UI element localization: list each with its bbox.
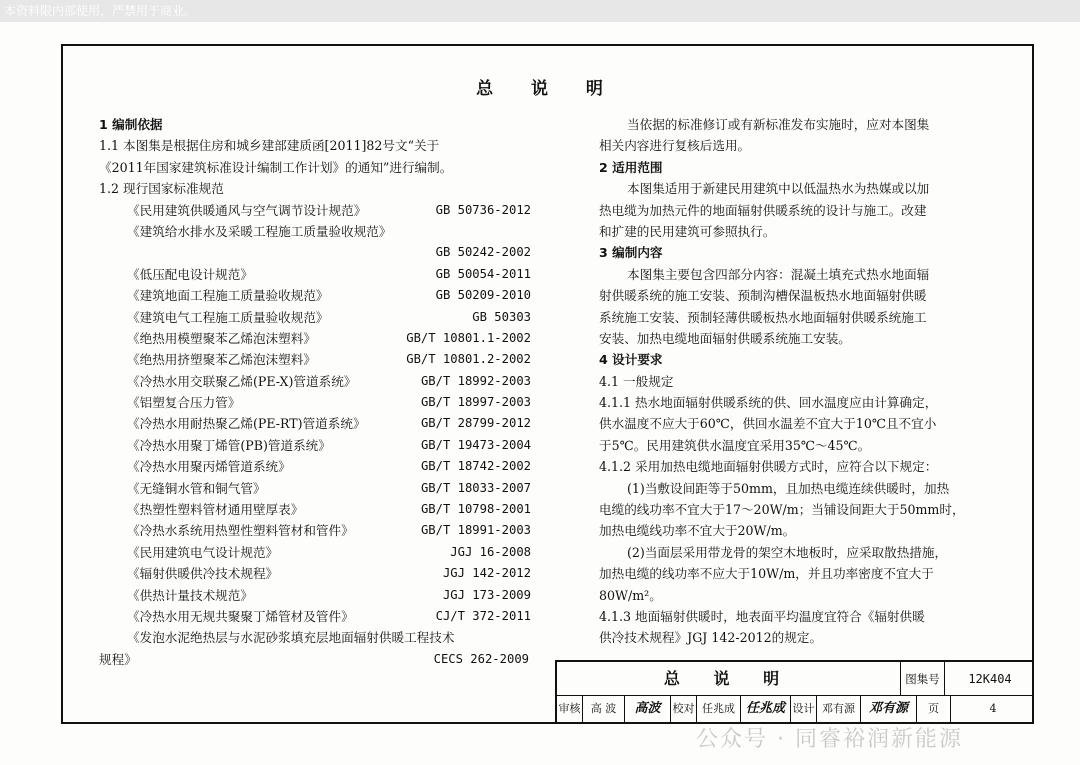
standard-row xyxy=(99,585,531,606)
standard-name: 《辐射供暖供冷技术规程》 xyxy=(127,566,279,582)
designer-signature: 邓有源 xyxy=(861,696,917,722)
standard-code: GB 50242-2002 xyxy=(435,245,531,260)
reviewer-name: 高 波 xyxy=(583,696,625,722)
paragraph-line: 1.1 本图集是根据住房和城乡建部建质函[2011]82号文“关于 xyxy=(99,138,440,154)
paragraph-line: 电缆的线功率不宜大于17～20W/m；当铺设间距大于50mm时， xyxy=(599,502,965,518)
right-column xyxy=(599,114,1013,649)
paragraph-line: 1.2 现行国家标准规范 xyxy=(99,181,224,197)
standard-name: 《冷热水用耐热聚乙烯(PE-RT)管道系统》 xyxy=(127,416,366,432)
standard-row xyxy=(99,542,531,563)
paragraph-line: 本图集适用于新建民用建筑中以低温热水为热媒或以加 xyxy=(627,181,930,197)
standard-code: CECS 262-2009 xyxy=(433,651,529,666)
paragraph-line: 4.1.1 热水地面辐射供暖系统的供、回水温度应由计算确定， xyxy=(599,395,938,411)
standard-name: 《冷热水系统用热塑性塑料管材和管件》 xyxy=(127,523,354,539)
set-number-label: 图集号 xyxy=(901,662,945,696)
paragraph-line: (1)当敷设间距等于50mm，且加热电缆连续供暖时，加热 xyxy=(627,480,950,496)
page-label: 页 xyxy=(917,696,951,722)
standard-code: CJ/T 372-2011 xyxy=(435,608,531,623)
standard-row xyxy=(99,200,531,221)
paragraph-line: 本图集主要包含四部分内容：混凝土填充式热水地面辐 xyxy=(627,266,930,282)
design-label: 设计 xyxy=(791,696,817,722)
standard-code: JGJ 142-2012 xyxy=(442,566,531,581)
standard-code: GB 50736-2012 xyxy=(435,202,531,217)
standard-name: 《绝热用模塑聚苯乙烯泡沫塑料》 xyxy=(127,330,316,346)
standard-name: 《建筑地面工程施工质量验收规范》 xyxy=(127,288,329,304)
standard-name: 《建筑电气工程施工质量验收规范》 xyxy=(127,309,329,325)
standard-name: 《冷热水用无规共聚聚丁烯管材及管件》 xyxy=(127,608,354,624)
standard-name: 《绝热用挤塑聚苯乙烯泡沫塑料》 xyxy=(127,352,316,368)
page-title: 总 说 明 xyxy=(476,79,619,99)
standard-name: 《冷热水用交联聚乙烯(PE-X)管道系统》 xyxy=(127,373,357,389)
standard-code: JGJ 16-2008 xyxy=(450,544,531,559)
set-number-value: 12K404 xyxy=(968,672,1012,686)
standard-name: 《发泡水泥绝热层与水泥砂浆填充层地面辐射供暖工程技术 xyxy=(127,630,455,646)
standard-name: 《铝塑复合压力管》 xyxy=(127,395,241,411)
standards-list xyxy=(99,200,531,628)
standard-code: GB 50303 xyxy=(472,309,531,324)
standard-name: 《民用建筑电气设计规范》 xyxy=(127,544,279,560)
standard-name: 《冷热水用聚丁烯管(PB)管道系统》 xyxy=(127,437,331,453)
checker-signature: 任兆成 xyxy=(741,696,791,722)
standard-code: GB/T 18997-2003 xyxy=(420,395,531,410)
standard-code: GB/T 10801.1-2002 xyxy=(406,330,531,345)
standard-name: 《无缝铜水管和铜气管》 xyxy=(127,480,266,496)
standard-name: 《热塑性塑料管材通用壁厚表》 xyxy=(127,502,304,518)
paragraph-line: 系统施工安装、预制轻薄供暖板热水地面辐射供暖系统施工 xyxy=(599,309,927,325)
standard-code: GB 50209-2010 xyxy=(435,288,531,303)
check-label: 校对 xyxy=(671,696,697,722)
standard-row xyxy=(99,413,531,434)
paragraph-line: 当依据的标准修订或有新标准发布实施时，应对本图集 xyxy=(627,117,930,132)
standard-row xyxy=(99,392,531,413)
standard-name: 《冷热水用聚丙烯管道系统》 xyxy=(127,459,291,475)
paragraph-line: 热电缆为加热元件的地面辐射供暖系统的设计与施工。改建 xyxy=(599,202,927,218)
paragraph-line: 供水温度不应大于60℃，供回水温差不宜大于10℃且不宜小 xyxy=(599,416,937,432)
standard-name: 规程》 xyxy=(99,651,137,667)
standard-row xyxy=(99,456,531,477)
standard-code: GB/T 19473-2004 xyxy=(420,437,531,452)
standard-row xyxy=(99,349,531,370)
section-heading: 2 适用范围 xyxy=(599,159,663,175)
standard-name: 《低压配电设计规范》 xyxy=(127,266,253,282)
page-number: 4 xyxy=(989,702,997,715)
designer-name: 邓有源 xyxy=(817,696,861,722)
standard-name: 《供热计量技术规范》 xyxy=(127,587,253,603)
standard-row xyxy=(99,371,531,392)
review-label: 审核 xyxy=(557,696,583,722)
standard-code: GB/T 18992-2003 xyxy=(420,373,531,388)
standard-code: GB/T 10798-2001 xyxy=(420,502,531,517)
standard-code: JGJ 173-2009 xyxy=(442,587,531,602)
standard-row xyxy=(99,478,531,499)
standard-row xyxy=(99,563,531,584)
paragraph-line: 于5℃。民用建筑供水温度宜采用35℃～45℃。 xyxy=(599,437,871,453)
standard-row xyxy=(99,307,531,328)
bottom-watermark: 公众号 · 同睿裕润新能源 xyxy=(696,727,963,752)
paragraph-line: 4.1.2 采用加热电缆地面辐射供暖方式时，应符合以下规定： xyxy=(599,459,938,475)
standard-code: GB/T 28799-2012 xyxy=(420,416,531,431)
standard-code: GB/T 18742-2002 xyxy=(420,459,531,474)
section-heading: 1 编制依据 xyxy=(99,117,163,132)
checker-name: 任兆成 xyxy=(697,696,741,722)
standard-row xyxy=(99,242,531,263)
section-heading: 4 设计要求 xyxy=(599,352,663,368)
left-column xyxy=(99,114,531,670)
standard-name: 《建筑给水排水及采暖工程施工质量验收规范》 xyxy=(127,223,392,239)
top-watermark: 本资料限内部使用，严禁用于商业。 xyxy=(0,0,1080,22)
paragraph-line: 安装、加热电缆地面辐射供暖系统施工安装。 xyxy=(599,330,851,346)
paragraph-line: 供冷技术规程》JGJ 142-2012的规定。 xyxy=(599,630,823,646)
standard-row xyxy=(99,264,531,285)
standard-row xyxy=(99,285,531,306)
section-heading: 3 编制内容 xyxy=(599,245,663,261)
standard-row xyxy=(99,499,531,520)
standard-row xyxy=(99,435,531,456)
paragraph-line: 加热电缆的线功率不应大于10W/m，并且功率密度不宜大于 xyxy=(599,566,934,582)
title-block-name: 总 说 明 xyxy=(557,662,901,696)
standard-row xyxy=(99,606,531,627)
standard-name: 《民用建筑供暖通风与空气调节设计规范》 xyxy=(127,202,367,218)
standard-row xyxy=(99,328,531,349)
paragraph-line: 《2011年国家建筑标准设计编制工作计划》的通知”进行编制。 xyxy=(99,159,453,175)
paragraph-line: 4.1 一般规定 xyxy=(599,373,674,389)
paragraph-line: 4.1.3 地面辐射供暖时，地表面平均温度宜符合《辐射供暖 xyxy=(599,608,925,624)
standard-row xyxy=(99,221,531,242)
standard-row xyxy=(99,520,531,541)
paragraph-line: 加热电缆线功率不宜大于20W/m。 xyxy=(599,523,796,539)
standard-code: GB/T 18991-2003 xyxy=(420,523,531,538)
drawing-frame xyxy=(61,44,1034,724)
paragraph-line: 和扩建的民用建筑可参照执行。 xyxy=(599,223,776,239)
standard-code: GB/T 10801.2-2002 xyxy=(406,352,531,367)
title-block xyxy=(555,660,1033,722)
paragraph-line: 80W/m²。 xyxy=(599,587,662,603)
standard-code: GB 50054-2011 xyxy=(435,266,531,281)
paragraph-line: (2)当面层采用带龙骨的架空木地板时，应采取散热措施， xyxy=(627,544,948,560)
reviewer-signature: 高波 xyxy=(625,696,671,722)
standard-code: GB/T 18033-2007 xyxy=(420,480,531,495)
standard-row xyxy=(99,649,531,670)
paragraph-line: 相关内容进行复核后选用。 xyxy=(599,138,751,154)
paragraph-line: 射供暖系统的施工安装、预制沟槽保温板热水地面辐射供暖 xyxy=(599,288,927,304)
